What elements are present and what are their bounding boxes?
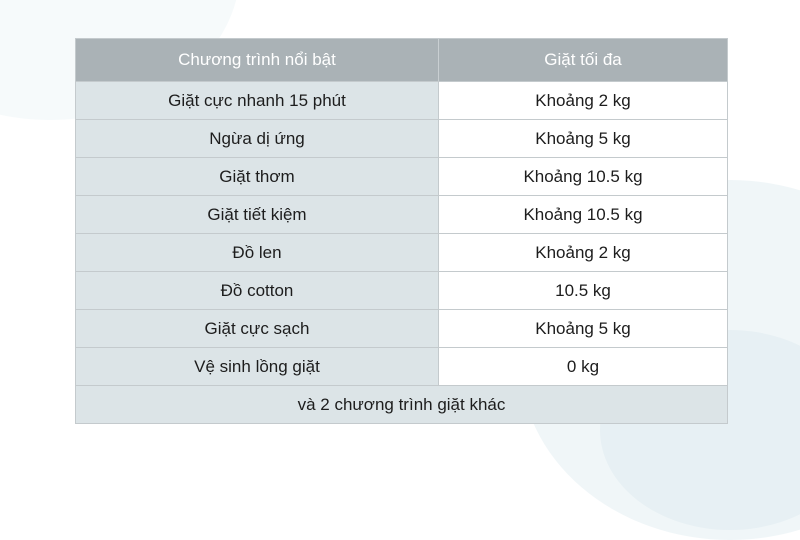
max-load-cell: Khoảng 5 kg [439, 120, 727, 157]
table-header-row [76, 39, 727, 81]
table-row [76, 233, 727, 271]
header-max-load: Giặt tối đa [439, 39, 727, 81]
program-cell: Đồ len [76, 234, 439, 271]
program-cell: Giặt cực nhanh 15 phút [76, 82, 439, 119]
table-row [76, 81, 727, 119]
program-cell: Vệ sinh lồng giặt [76, 348, 439, 385]
table-row [76, 195, 727, 233]
max-load-cell: Khoảng 10.5 kg [439, 196, 727, 233]
table-row [76, 119, 727, 157]
table-row [76, 347, 727, 385]
max-load-cell: Khoảng 2 kg [439, 234, 727, 271]
max-load-cell: Khoảng 5 kg [439, 310, 727, 347]
table-row [76, 309, 727, 347]
program-cell: Giặt thơm [76, 158, 439, 195]
max-load-cell: 0 kg [439, 348, 727, 385]
footer-note: và 2 chương trình giặt khác [76, 386, 727, 423]
program-cell: Giặt tiết kiệm [76, 196, 439, 233]
max-load-cell: Khoảng 2 kg [439, 82, 727, 119]
program-cell: Giặt cực sạch [76, 310, 439, 347]
wash-programs-table [75, 38, 728, 424]
program-cell: Ngừa dị ứng [76, 120, 439, 157]
max-load-cell: Khoảng 10.5 kg [439, 158, 727, 195]
program-cell: Đồ cotton [76, 272, 439, 309]
table-row [76, 157, 727, 195]
max-load-cell: 10.5 kg [439, 272, 727, 309]
table-footer-row [76, 385, 727, 423]
header-program: Chương trình nổi bật [76, 39, 439, 81]
table-row [76, 271, 727, 309]
